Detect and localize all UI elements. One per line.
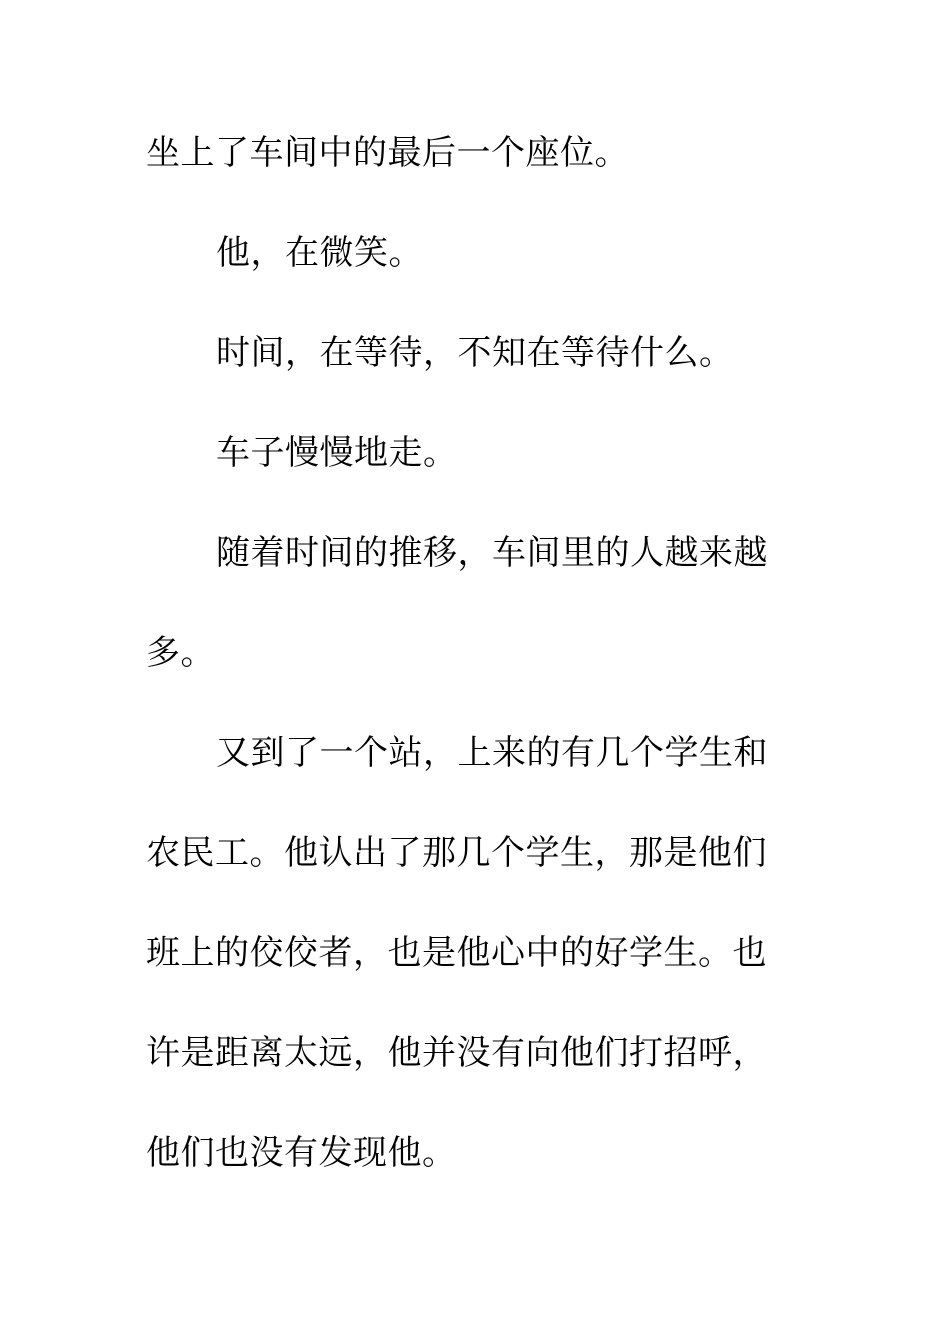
text-line: 车子慢慢地走。 [216, 433, 458, 473]
text-line: 他们也没有发现他。 [146, 1133, 457, 1173]
text-line: 他，在微笑。 [216, 233, 423, 273]
text-line: 班上的佼佼者，也是他心中的好学生。也 [146, 933, 767, 973]
text-line: 许是距离太远，他并没有向他们打招呼， [146, 1033, 767, 1073]
text-line: 多。 [146, 633, 215, 673]
text-line: 又到了一个站，上来的有几个学生和 [216, 733, 768, 773]
text-line: 农民工。他认出了那几个学生，那是他们 [146, 833, 767, 873]
text-line: 随着时间的推移，车间里的人越来越 [216, 533, 768, 573]
text-line: 时间，在等待，不知在等待什么。 [216, 333, 734, 373]
text-line: 坐上了车间中的最后一个座位。 [146, 133, 629, 173]
